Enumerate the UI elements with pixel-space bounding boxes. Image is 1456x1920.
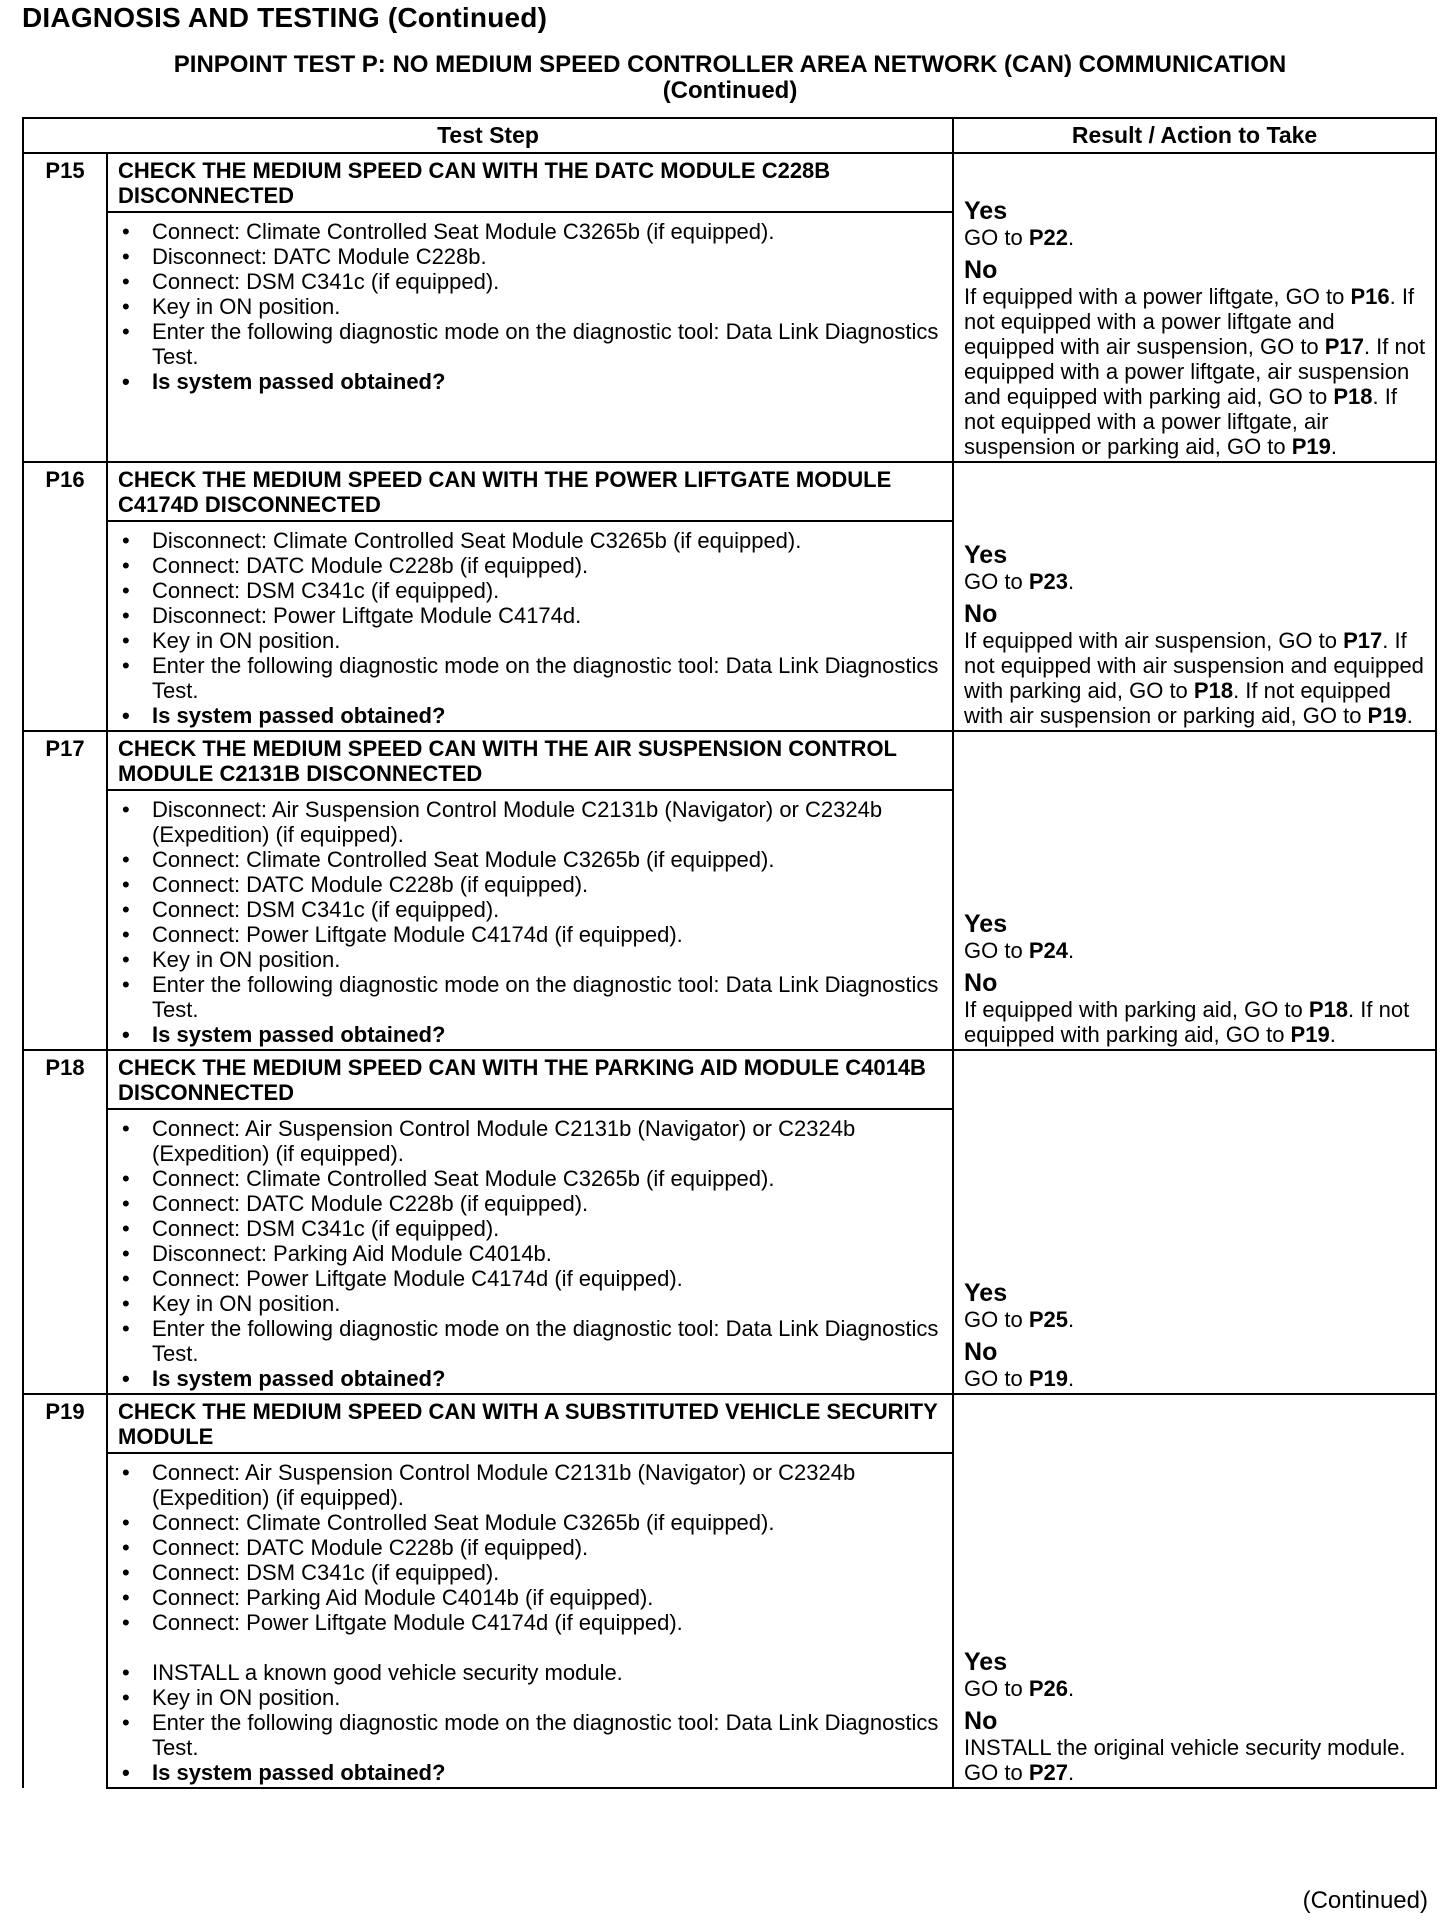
instruction-item: • Connect: DATC Module C228b (if equipped). bbox=[108, 872, 944, 897]
result-no-action bbox=[964, 997, 1427, 1047]
instruction-item: • Connect: DSM C341c (if equipped). bbox=[108, 269, 944, 294]
instruction-item: • Connect: Power Liftgate Module C4174d (if equipped). bbox=[108, 922, 944, 947]
result-yes-text-end: . bbox=[1067, 1307, 1075, 1332]
step-id-spacer bbox=[23, 212, 107, 462]
step-reference: P18 bbox=[1333, 384, 1373, 409]
instruction-item: • Connect: Climate Controlled Seat Module C3265b (if equipped). bbox=[108, 847, 944, 872]
step-id-spacer bbox=[23, 790, 107, 1050]
result-yes-label: Yes bbox=[964, 1648, 1008, 1676]
result-no-text: . If not equipped with parking aid, GO to bbox=[964, 997, 1410, 1047]
step-title: CHECK THE MEDIUM SPEED CAN WITH THE POWER LIFTGATE MODULE C4174D DISCONNECTED bbox=[107, 462, 953, 521]
instruction-item: • Key in ON position. bbox=[108, 1291, 944, 1316]
step-id: P19 bbox=[23, 1394, 107, 1453]
instruction-item: • Connect: DSM C341c (if equipped). bbox=[108, 578, 944, 603]
result-no-text: . bbox=[1067, 1366, 1075, 1391]
step-header-row bbox=[23, 462, 1436, 521]
result-no-text: If equipped with air suspension, GO to bbox=[964, 628, 1344, 653]
continued-footer: (Continued) bbox=[1302, 1887, 1428, 1914]
step-reference: P19 bbox=[1290, 1022, 1330, 1047]
result-no-text: GO to bbox=[964, 1366, 1029, 1391]
result-no-text: If equipped with a power liftgate, GO to bbox=[964, 284, 1351, 309]
diagnostic-steps-table bbox=[22, 117, 1437, 1789]
step-id-spacer bbox=[23, 1109, 107, 1394]
step-instructions bbox=[107, 1109, 953, 1394]
instruction-item: • Enter the following diagnostic mode on the diagnostic tool: Data Link Diagnostics Test. bbox=[108, 972, 944, 1022]
step-id: P15 bbox=[23, 153, 107, 212]
instruction-list bbox=[108, 1116, 944, 1391]
instruction-item: • Is system passed obtained? bbox=[108, 1022, 944, 1047]
instruction-item: • Connect: Power Liftgate Module C4174d (if equipped). bbox=[108, 1610, 944, 1635]
result-no-label: No bbox=[964, 1338, 998, 1366]
result-no-action bbox=[964, 1735, 1427, 1785]
step-result bbox=[953, 1050, 1436, 1394]
result-yes-text-end: . bbox=[1067, 1676, 1075, 1701]
result-yes-label: Yes bbox=[964, 197, 1008, 225]
result-yes-label: Yes bbox=[964, 1279, 1008, 1307]
step-reference: P16 bbox=[1350, 284, 1390, 309]
result-yes-text: GO to bbox=[964, 1676, 1029, 1701]
result-no-action bbox=[964, 628, 1427, 728]
instruction-item: • Disconnect: Climate Controlled Seat Module C3265b (if equipped). bbox=[108, 528, 944, 553]
step-instructions bbox=[107, 790, 953, 1050]
instruction-item: • Enter the following diagnostic mode on the diagnostic tool: Data Link Diagnostics Test. bbox=[108, 1710, 944, 1760]
step-reference: P18 bbox=[1193, 678, 1234, 703]
result-no-action bbox=[964, 284, 1427, 459]
step-id-spacer bbox=[23, 1453, 107, 1788]
step-reference: P23 bbox=[1028, 569, 1068, 594]
result-yes-text-end: . bbox=[1067, 225, 1075, 250]
result-yes-text-end: . bbox=[1067, 938, 1075, 963]
instruction-item: • Connect: Parking Aid Module C4014b (if equipped). bbox=[108, 1585, 944, 1610]
instruction-item: • Disconnect: Power Liftgate Module C4174d. bbox=[108, 603, 944, 628]
result-no-text: If equipped with parking aid, GO to bbox=[964, 997, 1309, 1022]
step-instructions bbox=[107, 521, 953, 731]
instruction-item: • Connect: DSM C341c (if equipped). bbox=[108, 897, 944, 922]
instruction-item: • Connect: Air Suspension Control Module C2131b (Navigator) or C2324b (Expedition) (if equipped). bbox=[108, 1460, 944, 1510]
result-yes-action bbox=[964, 569, 1427, 594]
result-yes-action bbox=[964, 225, 1427, 250]
result-yes-label: Yes bbox=[964, 541, 1008, 569]
instruction-item: • Connect: DSM C341c (if equipped). bbox=[108, 1216, 944, 1241]
instruction-item: • Key in ON position. bbox=[108, 947, 944, 972]
result-yes-action bbox=[964, 1676, 1427, 1701]
steps-body bbox=[23, 153, 1436, 1788]
step-id: P18 bbox=[23, 1050, 107, 1109]
column-header-result: Result / Action to Take bbox=[953, 118, 1436, 153]
column-header-test-step: Test Step bbox=[23, 118, 953, 153]
instruction-list bbox=[108, 528, 944, 728]
result-no-text: . bbox=[1330, 434, 1338, 459]
result-no-label: No bbox=[964, 256, 998, 284]
instruction-item: • Connect: DATC Module C228b (if equipped). bbox=[108, 553, 944, 578]
step-result bbox=[953, 462, 1436, 731]
result-yes-text-end: . bbox=[1067, 569, 1075, 594]
instruction-item: • Disconnect: Parking Aid Module C4014b. bbox=[108, 1241, 944, 1266]
step-reference: P27 bbox=[1028, 1760, 1068, 1785]
result-no-text: . If not equipped with a power liftgate, air suspension or parking aid, GO to bbox=[964, 384, 1397, 459]
instruction-item: • Enter the following diagnostic mode on the diagnostic tool: Data Link Diagnostics Test. bbox=[108, 1316, 944, 1366]
instruction-item: • Key in ON position. bbox=[108, 1685, 944, 1710]
step-id: P16 bbox=[23, 462, 107, 521]
instruction-item: • Connect: Climate Controlled Seat Module C3265b (if equipped). bbox=[108, 1510, 944, 1535]
step-reference: P18 bbox=[1308, 997, 1349, 1022]
result-no-text: INSTALL the original vehicle security module. GO to bbox=[964, 1735, 1406, 1785]
result-yes-action bbox=[964, 1307, 1427, 1332]
instruction-item: • INSTALL a known good vehicle security module. bbox=[108, 1660, 944, 1685]
step-title: CHECK THE MEDIUM SPEED CAN WITH THE PARKING AID MODULE C4014B DISCONNECTED bbox=[107, 1050, 953, 1109]
instruction-item: • Connect: DATC Module C228b (if equipped). bbox=[108, 1191, 944, 1216]
step-instructions bbox=[107, 1453, 953, 1788]
result-no-label: No bbox=[964, 600, 998, 628]
instruction-item: • Disconnect: DATC Module C228b. bbox=[108, 244, 944, 269]
step-reference: P19 bbox=[1028, 1366, 1068, 1391]
instruction-item: • Is system passed obtained? bbox=[108, 1760, 944, 1785]
instruction-item: • Connect: Climate Controlled Seat Module C3265b (if equipped). bbox=[108, 1166, 944, 1191]
instruction-item: • Is system passed obtained? bbox=[108, 369, 944, 394]
result-no-text: . If not equipped with a power liftgate and equipped with air suspension, GO to bbox=[964, 284, 1415, 359]
step-result bbox=[953, 153, 1436, 462]
instruction-item: • Connect: Power Liftgate Module C4174d (if equipped). bbox=[108, 1266, 944, 1291]
table-header-row bbox=[23, 118, 1436, 153]
instruction-item: • Enter the following diagnostic mode on the diagnostic tool: Data Link Diagnostics Test. bbox=[108, 319, 944, 369]
result-yes-text: GO to bbox=[964, 938, 1029, 963]
step-title: CHECK THE MEDIUM SPEED CAN WITH A SUBSTITUTED VEHICLE SECURITY MODULE bbox=[107, 1394, 953, 1453]
instruction-list bbox=[108, 1460, 944, 1785]
result-yes-action bbox=[964, 938, 1427, 963]
instruction-item: • Connect: DSM C341c (if equipped). bbox=[108, 1560, 944, 1585]
result-no-label: No bbox=[964, 1707, 998, 1735]
step-reference: P25 bbox=[1028, 1307, 1068, 1332]
result-no-action bbox=[964, 1366, 1427, 1391]
step-reference: P17 bbox=[1343, 628, 1383, 653]
instruction-item: • Is system passed obtained? bbox=[108, 1366, 944, 1391]
step-reference: P19 bbox=[1367, 703, 1407, 728]
step-result bbox=[953, 731, 1436, 1050]
step-title: CHECK THE MEDIUM SPEED CAN WITH THE AIR SUSPENSION CONTROL MODULE C2131B DISCONNECTED bbox=[107, 731, 953, 790]
instruction-item: • Connect: Air Suspension Control Module C2131b (Navigator) or C2324b (Expedition) (if equipped). bbox=[108, 1116, 944, 1166]
step-reference: P22 bbox=[1028, 225, 1068, 250]
result-no-label: No bbox=[964, 969, 998, 997]
step-reference: P26 bbox=[1028, 1676, 1068, 1701]
result-no-text: . bbox=[1406, 703, 1413, 728]
result-yes-text: GO to bbox=[964, 225, 1029, 250]
step-id-spacer bbox=[23, 521, 107, 731]
step-id: P17 bbox=[23, 731, 107, 790]
pinpoint-test-title-line1: PINPOINT TEST P: NO MEDIUM SPEED CONTROLLER AREA NETWORK (CAN) COMMUNICATION bbox=[173, 51, 1287, 78]
step-result bbox=[953, 1394, 1436, 1788]
pinpoint-test-title bbox=[40, 52, 1420, 104]
step-instructions bbox=[107, 212, 953, 462]
step-reference: P24 bbox=[1028, 938, 1068, 963]
result-yes-text: GO to bbox=[964, 1307, 1029, 1332]
result-no-text: . bbox=[1329, 1022, 1336, 1047]
result-no-text: . If not equipped with air suspension and equipped with parking aid, GO to bbox=[964, 628, 1424, 703]
instruction-item: • Is system passed obtained? bbox=[108, 703, 944, 728]
instruction-item: • Connect: Climate Controlled Seat Module C3265b (if equipped). bbox=[108, 219, 944, 244]
instruction-item: • Key in ON position. bbox=[108, 628, 944, 653]
result-no-text: . If not equipped with air suspension or parking aid, GO to bbox=[964, 678, 1391, 728]
step-reference: P19 bbox=[1291, 434, 1331, 459]
step-header-row bbox=[23, 153, 1436, 212]
pinpoint-test-title-line2: (Continued) bbox=[662, 77, 798, 104]
instruction-item: • Key in ON position. bbox=[108, 294, 944, 319]
instruction-list bbox=[108, 797, 944, 1047]
result-no-text: . If not equipped with a power liftgate, air suspension and equipped with parking aid, GO to bbox=[964, 334, 1426, 409]
step-header-row bbox=[23, 731, 1436, 790]
result-yes-label: Yes bbox=[964, 910, 1008, 938]
step-reference: P17 bbox=[1324, 334, 1364, 359]
step-header-row bbox=[23, 1394, 1436, 1453]
step-title: CHECK THE MEDIUM SPEED CAN WITH THE DATC MODULE C228B DISCONNECTED bbox=[107, 153, 953, 212]
step-header-row bbox=[23, 1050, 1436, 1109]
result-yes-text: GO to bbox=[964, 569, 1029, 594]
instruction-list bbox=[108, 219, 944, 394]
instruction-item: • Disconnect: Air Suspension Control Module C2131b (Navigator) or C2324b (Expedition) (if equipped). bbox=[108, 797, 944, 847]
page-title: DIAGNOSIS AND TESTING (Continued) bbox=[22, 2, 548, 33]
result-no-text: . bbox=[1067, 1760, 1075, 1785]
instruction-item: • Connect: DATC Module C228b (if equipped). bbox=[108, 1535, 944, 1560]
instruction-item: • Enter the following diagnostic mode on the diagnostic tool: Data Link Diagnostics Test. bbox=[108, 653, 944, 703]
